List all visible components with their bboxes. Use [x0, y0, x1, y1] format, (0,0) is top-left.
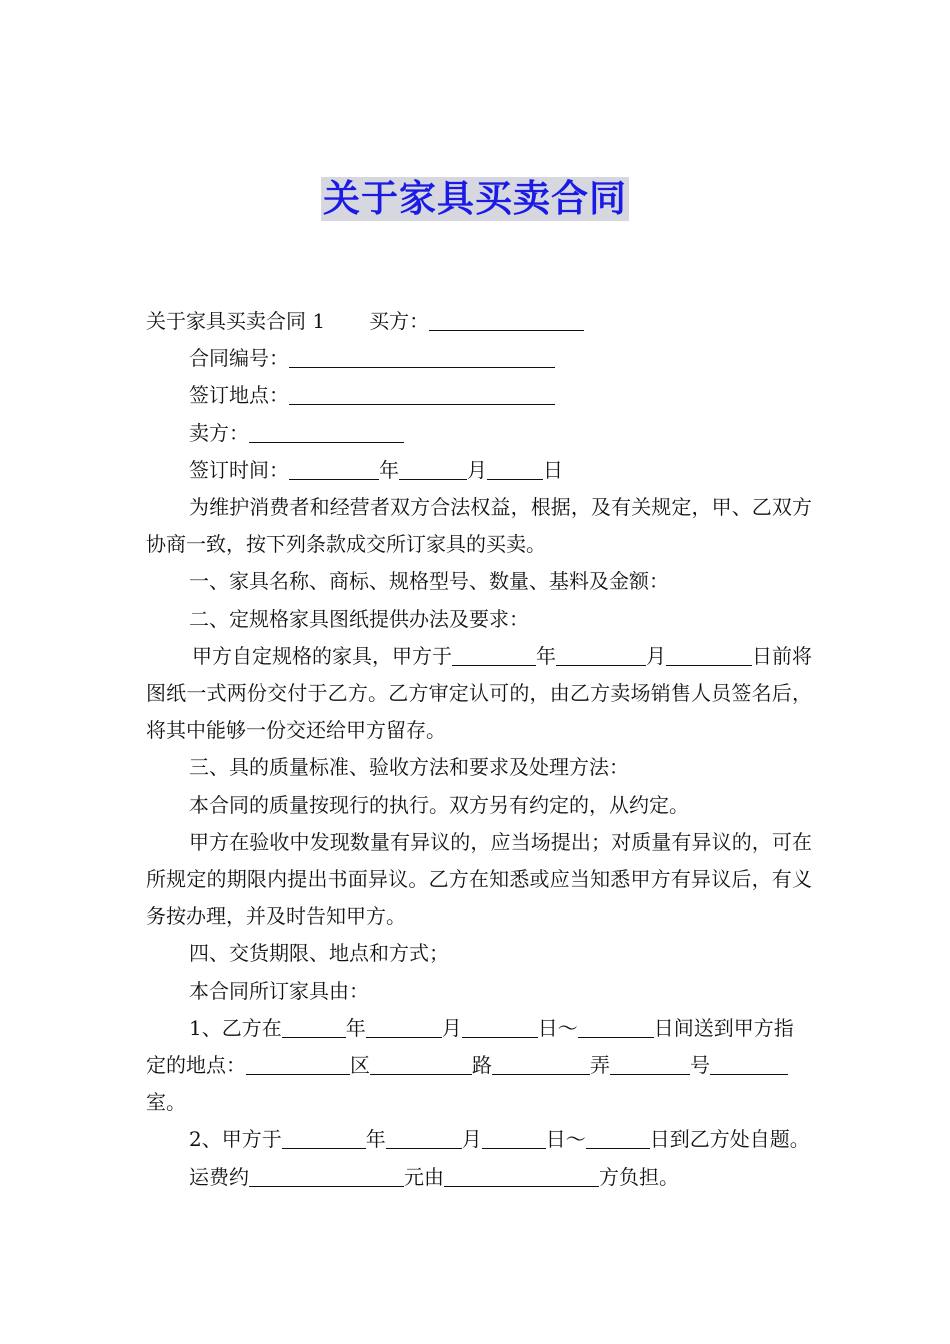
- freight-party-blank[interactable]: [444, 1164, 599, 1187]
- delivery-2-day-label: 日～: [545, 1127, 586, 1152]
- delivery-1-year-label: 年: [345, 1015, 366, 1040]
- freight-yuan-label: 元由: [404, 1164, 444, 1189]
- district-label: 区: [350, 1053, 370, 1078]
- month-label: 月: [467, 457, 487, 482]
- seller-blank[interactable]: [249, 420, 404, 443]
- number-blank[interactable]: [610, 1052, 690, 1075]
- document-body: [146, 303, 812, 1196]
- paragraph-inspection: 甲方在验收中发现数量有异议的，应当场提出；对质量有异议的，可在所规定的期限内提出书面异议。乙方在知悉或应当知悉甲方有异议后，有义务按办理，并及时告知甲方。: [146, 829, 812, 929]
- section-2-heading: 二、定规格家具图纸提供办法及要求：: [189, 606, 529, 631]
- section-3-heading: 三、具的质量标准、验收方法和要求及处理方法：: [189, 755, 629, 780]
- signing-time-line: [146, 452, 812, 489]
- section-1-heading: 一、家具名称、商标、规格型号、数量、基料及金额：: [189, 569, 669, 594]
- signing-year-blank[interactable]: [289, 457, 379, 480]
- signing-place-line: [146, 377, 812, 414]
- delivery-2-year-blank[interactable]: [282, 1126, 366, 1149]
- signing-place-label: 签订地点：: [189, 383, 289, 408]
- paragraph-delivery-2: [146, 1121, 812, 1158]
- paragraph-delivery-intro: 本合同所订家具由：: [189, 978, 369, 1003]
- delivery-1-day-label: 日～: [537, 1015, 578, 1040]
- seller-label: 卖方：: [189, 420, 249, 445]
- road-blank[interactable]: [370, 1052, 472, 1075]
- title-container: [0, 177, 950, 221]
- signing-time-label: 签订时间：: [189, 457, 289, 482]
- drawings-month-blank[interactable]: [556, 643, 646, 666]
- signing-place-blank[interactable]: [289, 382, 555, 405]
- contract-number-line: [146, 340, 812, 377]
- delivery-2-pickup-label: 日到乙方处自题。: [649, 1127, 810, 1152]
- contract-heading: 关于家具买卖合同 1: [146, 309, 326, 333]
- delivery-1-text: 1、乙方在: [189, 1015, 282, 1040]
- lane-label: 弄: [590, 1053, 610, 1078]
- header-line-buyer: [146, 303, 812, 340]
- delivery-1-end-day-blank[interactable]: [578, 1015, 654, 1038]
- drawings-text-1: 甲方自定规格的家具，甲方于: [192, 643, 452, 668]
- delivery-2-text: 2、甲方于: [189, 1127, 282, 1152]
- freight-party-label: 方负担。: [599, 1164, 679, 1189]
- delivery-1-month-blank[interactable]: [366, 1015, 442, 1038]
- drawings-year-blank[interactable]: [452, 643, 536, 666]
- drawings-year-label: 年: [536, 643, 556, 668]
- freight-amount-blank[interactable]: [249, 1164, 404, 1187]
- road-label: 路: [472, 1053, 492, 1078]
- delivery-2-year-label: 年: [365, 1127, 386, 1152]
- lane-blank[interactable]: [492, 1052, 590, 1075]
- paragraph-quality: 本合同的质量按现行的执行。双方另有约定的，从约定。: [189, 792, 689, 817]
- contract-number-label: 合同编号：: [189, 346, 289, 371]
- document-title: 关于家具买卖合同: [323, 177, 627, 220]
- drawings-day-blank[interactable]: [666, 643, 752, 666]
- delivery-1-year-blank[interactable]: [282, 1015, 346, 1038]
- signing-day-blank[interactable]: [487, 457, 543, 480]
- delivery-2-end-day-blank[interactable]: [586, 1126, 650, 1149]
- delivery-1-month-label: 月: [441, 1015, 462, 1040]
- seller-line: [146, 415, 812, 452]
- number-label: 号: [690, 1053, 710, 1078]
- buyer-blank[interactable]: [429, 308, 584, 331]
- drawings-month-label: 月: [646, 643, 666, 668]
- year-label: 年: [379, 457, 399, 482]
- paragraph-drawings: [146, 638, 812, 750]
- drawings-text-2: 日前将图纸一式两份交付于乙方。乙方审定认可的，由乙方卖场销售人员签名后，将其中能够一份交还给甲方留存。: [146, 643, 812, 743]
- delivery-1-address-label: 日间送到甲方指定的地点：: [146, 1015, 794, 1078]
- paragraph-freight: [146, 1159, 812, 1196]
- delivery-2-day-blank[interactable]: [482, 1126, 546, 1149]
- paragraph-preamble: 为维护消费者和经营者双方合法权益，根据，及有关规定，甲、乙双方协商一致，按下列条款成交所订家具的买卖。: [146, 495, 812, 557]
- district-blank[interactable]: [246, 1052, 350, 1075]
- delivery-2-month-blank[interactable]: [386, 1126, 462, 1149]
- paragraph-delivery-1: [146, 1010, 812, 1122]
- room-blank[interactable]: [710, 1052, 788, 1075]
- delivery-2-month-label: 月: [461, 1127, 482, 1152]
- room-label: 室。: [146, 1090, 186, 1115]
- section-4-heading: 四、交货期限、地点和方式；: [189, 941, 449, 966]
- buyer-label: 买方：: [369, 309, 430, 333]
- day-label: 日: [543, 457, 563, 482]
- signing-month-blank[interactable]: [399, 457, 467, 480]
- contract-number-blank[interactable]: [289, 345, 555, 368]
- delivery-1-day-blank[interactable]: [462, 1015, 538, 1038]
- freight-label: 运费约: [189, 1164, 249, 1189]
